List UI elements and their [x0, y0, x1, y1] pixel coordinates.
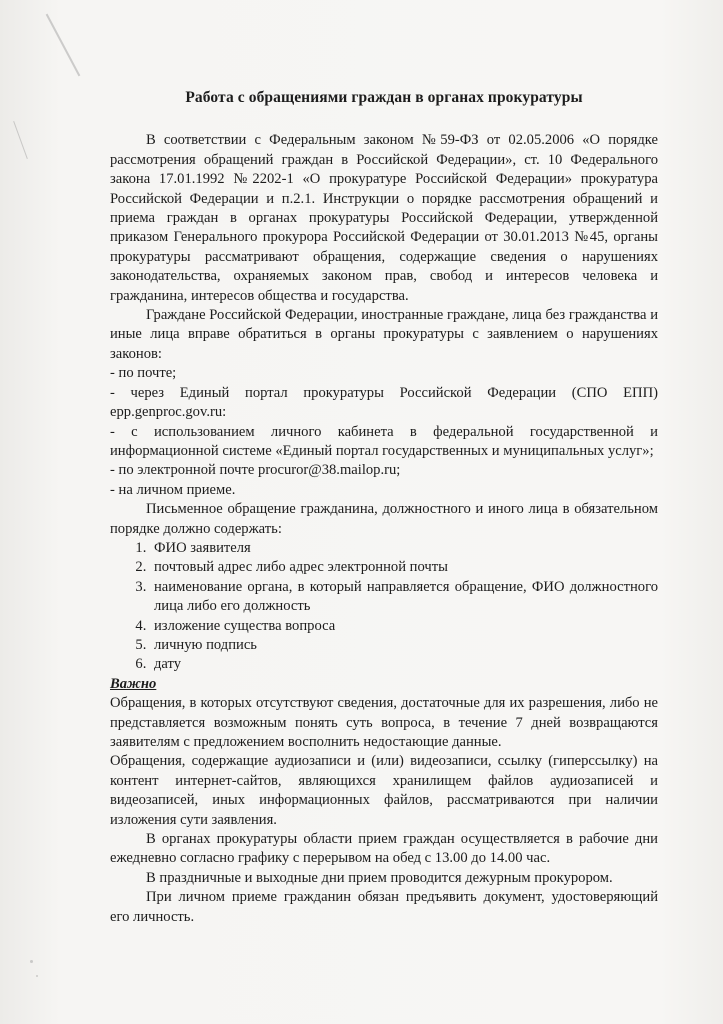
- requirement-item: 1. ФИО заявителя: [150, 539, 658, 558]
- intro-paragraph: В соответствии с Федеральным законом №59-ФЗ от 02.05.2006 «О порядке рассмотрения обращений граждан в Российской Федерации», ст. 10 Федерального закона 17.01.1992 №2202-1 «О прокуратуре Российской Федерации» прокуратура Российской Федерации и п.2.1. Инструкции о порядке рассмотрения обращений и приема граждан в органах прокуратуры Российской Федерации, утвержденной приказом Генерального прокурора Российской Федерации от 30.01.2013 №45, органы прокуратуры рассматривают обращения, содержащие сведения о нарушениях законодательства, охраняемых законом прав, свобод и интересов человека и гражданина, интересов общества и государства.: [110, 132, 658, 304]
- scan-artifact: [46, 14, 81, 77]
- schedule-paragraph: В органах прокуратуры области прием граждан осуществляется в рабочие дни ежедневно согласно графику с перерывом на обед с 13.00 до 14.00 час.: [110, 831, 658, 867]
- requirements-list: [110, 539, 658, 675]
- requirement-item: 3. наименование органа, в который направляется обращение, ФИО должностного лица либо его должность: [150, 578, 658, 617]
- scan-artifact: [30, 960, 33, 963]
- holiday-paragraph: В праздничные и выходные дни прием проводится дежурным прокурором.: [146, 869, 613, 886]
- rights-paragraph: Граждане Российской Федерации, иностранные граждане, лица без гражданства и иные лица вправе обратиться в органы прокуратуры с заявлением о нарушениях законов:: [110, 307, 658, 362]
- id-paragraph: При личном приеме гражданин обязан предъявить документ, удостоверяющий его личность.: [110, 889, 658, 925]
- important-label: Важно: [110, 675, 157, 692]
- requirement-item: 5. личную подпись: [150, 636, 658, 655]
- requirements-intro: Письменное обращение гражданина, должностного и иного лица в обязательном порядке должно содержать:: [110, 501, 658, 537]
- important-paragraph-2: Обращения, содержащие аудиозаписи и (или) видеозаписи, ссылку (гиперссылку) на контент интернет-сайтов, являющихся хранилищем файлов аудиозаписей и видеозаписей, иных информационных файлов, рассматриваются при наличии изложения сути заявления.: [110, 753, 658, 828]
- channels-list: [110, 364, 658, 500]
- channel-item: - с использованием личного кабинета в федеральной государственной и информационной системе «Единый портал государственных и муниципальных услуг»;: [110, 423, 658, 459]
- important-paragraph-1: Обращения, в которых отсутствуют сведения, достаточные для их разрешения, либо не представляется возможным понять суть вопроса, в течение 7 дней возвращаются заявителям с предложением восполнить недостающие данные.: [110, 695, 658, 750]
- document-title: Работа с обращениями граждан в органах прокуратуры: [185, 89, 583, 106]
- requirement-item: 2. почтовый адрес либо адрес электронной почты: [150, 558, 658, 577]
- document-body: [110, 88, 658, 927]
- scan-artifact: [36, 975, 38, 977]
- requirement-item: 6. дату: [150, 655, 658, 674]
- scan-artifact: [13, 121, 28, 159]
- channel-item: - на личном приеме.: [110, 481, 236, 498]
- channel-item: - по электронной почте procuror@38.mailop.ru;: [110, 462, 401, 479]
- requirement-item: 4. изложение существа вопроса: [150, 617, 658, 636]
- channel-item: - через Единый портал прокуратуры Российской Федерации (СПО ЕПП) epp.genproc.gov.ru:: [110, 384, 658, 421]
- channel-item: - по почте;: [110, 365, 177, 382]
